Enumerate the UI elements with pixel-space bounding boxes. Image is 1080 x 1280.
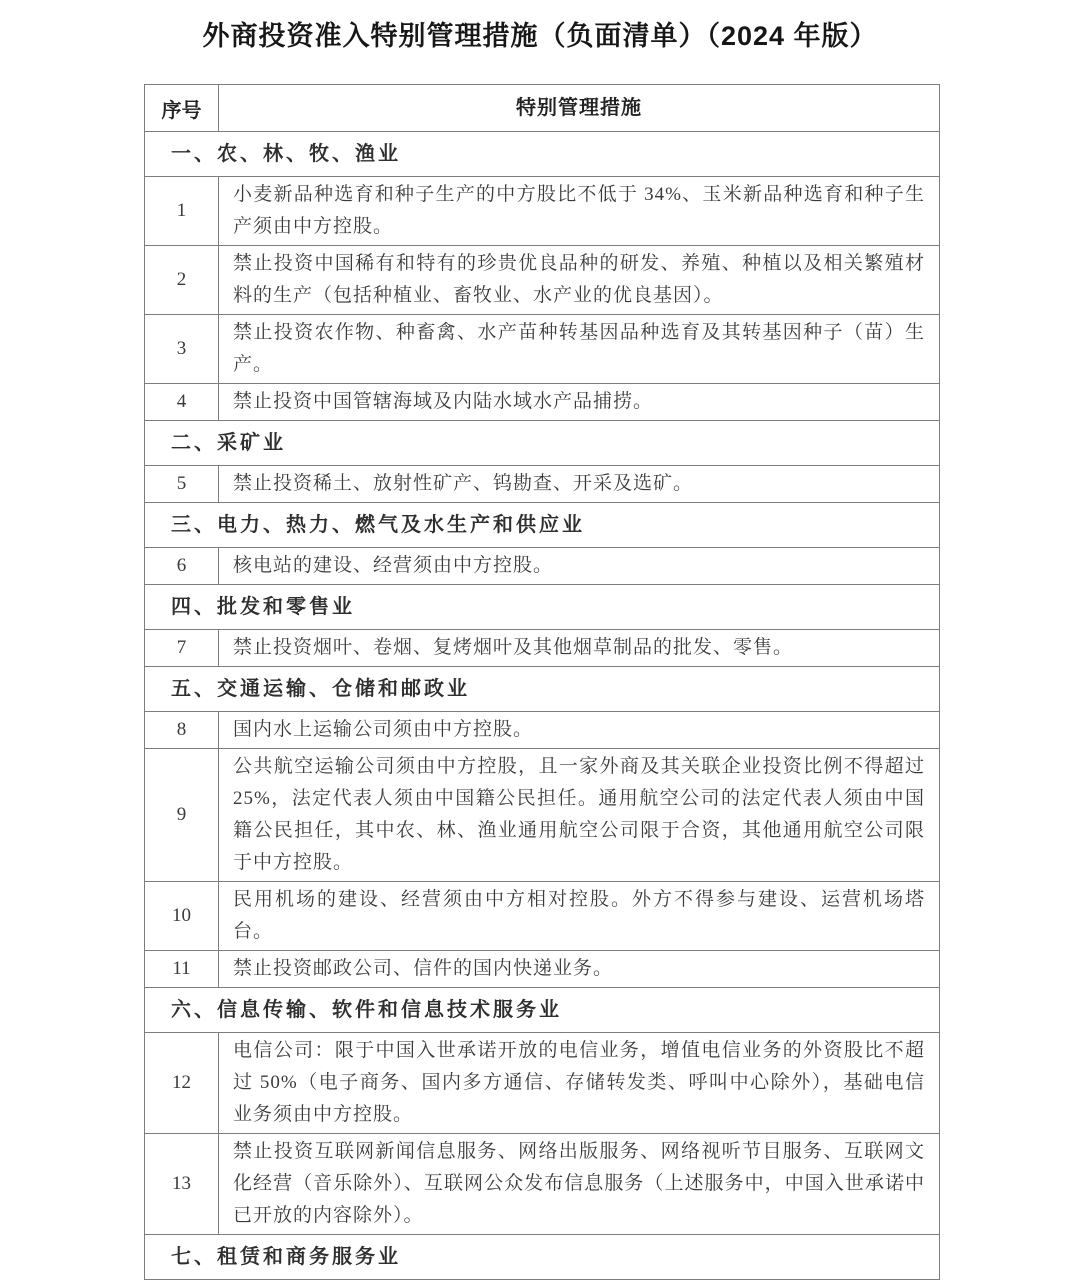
row-measure: 国内水上运输公司须由中方控股。 [233,719,534,740]
row-measure: 禁止投资中国稀有和特有的珍贵优良品种的研发、养殖、种植以及相关繁殖材料的生产（包括种植业、畜牧业、水产业的优良基因）。 [233,253,925,306]
section-title: 二、采矿业 [171,432,286,454]
section-row [145,585,939,630]
section-row [145,132,939,177]
row-measure: 核电站的建设、经营须由中方控股。 [233,555,554,576]
row-number: 9 [145,749,219,881]
table-row [145,882,939,951]
section-title: 三、电力、热力、燃气及水生产和供应业 [171,514,585,536]
row-measure: 禁止投资稀土、放射性矿产、钨勘查、开采及选矿。 [233,473,694,494]
row-number: 2 [145,246,219,314]
row-measure: 禁止投资烟叶、卷烟、复烤烟叶及其他烟草制品的批发、零售。 [233,637,794,658]
section-title: 五、交通运输、仓储和邮政业 [171,678,470,700]
row-number: 4 [145,384,219,420]
row-measure: 禁止投资互联网新闻信息服务、网络出版服务、网络视听节目服务、互联网文化经营（音乐除外）、互联网公众发布信息服务（上述服务中，中国入世承诺中已开放的内容除外）。 [233,1141,925,1226]
row-measure: 禁止投资邮政公司、信件的国内快递业务。 [233,958,614,979]
table-row [145,177,939,246]
section-title: 七、租赁和商务服务业 [171,1246,401,1268]
row-measure: 禁止投资农作物、种畜禽、水产苗种转基因品种选育及其转基因种子（苗）生产。 [233,322,925,375]
table-row [145,712,939,749]
section-title: 一、农、林、牧、渔业 [171,143,401,165]
row-measure: 电信公司：限于中国入世承诺开放的电信业务，增值电信业务的外资股比不超过 50%（电子商务、国内多方通信、存储转发类、呼叫中心除外），基础电信业务须由中方控股。 [233,1040,925,1125]
row-number: 3 [145,315,219,383]
header-no: 序号 [145,85,219,131]
row-number: 8 [145,712,219,748]
row-measure: 民用机场的建设、经营须由中方相对控股。外方不得参与建设、运营机场塔台。 [233,889,925,942]
row-measure: 小麦新品种选育和种子生产的中方股比不低于 34%、玉米新品种选育和种子生产须由中方控股。 [233,184,925,237]
table-row [145,315,939,384]
page-title: 外商投资准入特别管理措施（负面清单）（2024 年版） [202,21,878,51]
table-row [145,548,939,585]
table-row [145,246,939,315]
table-row [145,951,939,988]
table-row [145,466,939,503]
row-number: 7 [145,630,219,666]
section-row [145,667,939,712]
row-number: 13 [145,1134,219,1234]
section-row [145,503,939,548]
section-title: 六、信息传输、软件和信息技术服务业 [171,999,562,1021]
row-number: 5 [145,466,219,502]
row-number: 10 [145,882,219,950]
table-row [145,1033,939,1134]
section-row [145,988,939,1033]
header-measure: 特别管理措施 [516,97,642,119]
section-title: 四、批发和零售业 [171,596,355,618]
section-row [145,1235,939,1279]
table-row [145,384,939,421]
row-measure: 公共航空运输公司须由中方控股，且一家外商及其关联企业投资比例不得超过 25%，法定代表人须由中国籍公民担任。通用航空公司的法定代表人须由中国籍公民担任，其中农、林、渔业通用航空公司限于合资，其他通用航空公司限于中方控股。 [233,756,925,873]
table-row [145,1134,939,1235]
row-number: 11 [145,951,219,987]
table-row [145,630,939,667]
row-number: 12 [145,1033,219,1133]
row-measure: 禁止投资中国管辖海域及内陆水域水产品捕捞。 [233,391,654,412]
row-number: 1 [145,177,219,245]
section-row [145,421,939,466]
row-number: 6 [145,548,219,584]
table-row [145,749,939,882]
negative-list-table [144,84,940,1280]
table-header-row [145,85,939,132]
